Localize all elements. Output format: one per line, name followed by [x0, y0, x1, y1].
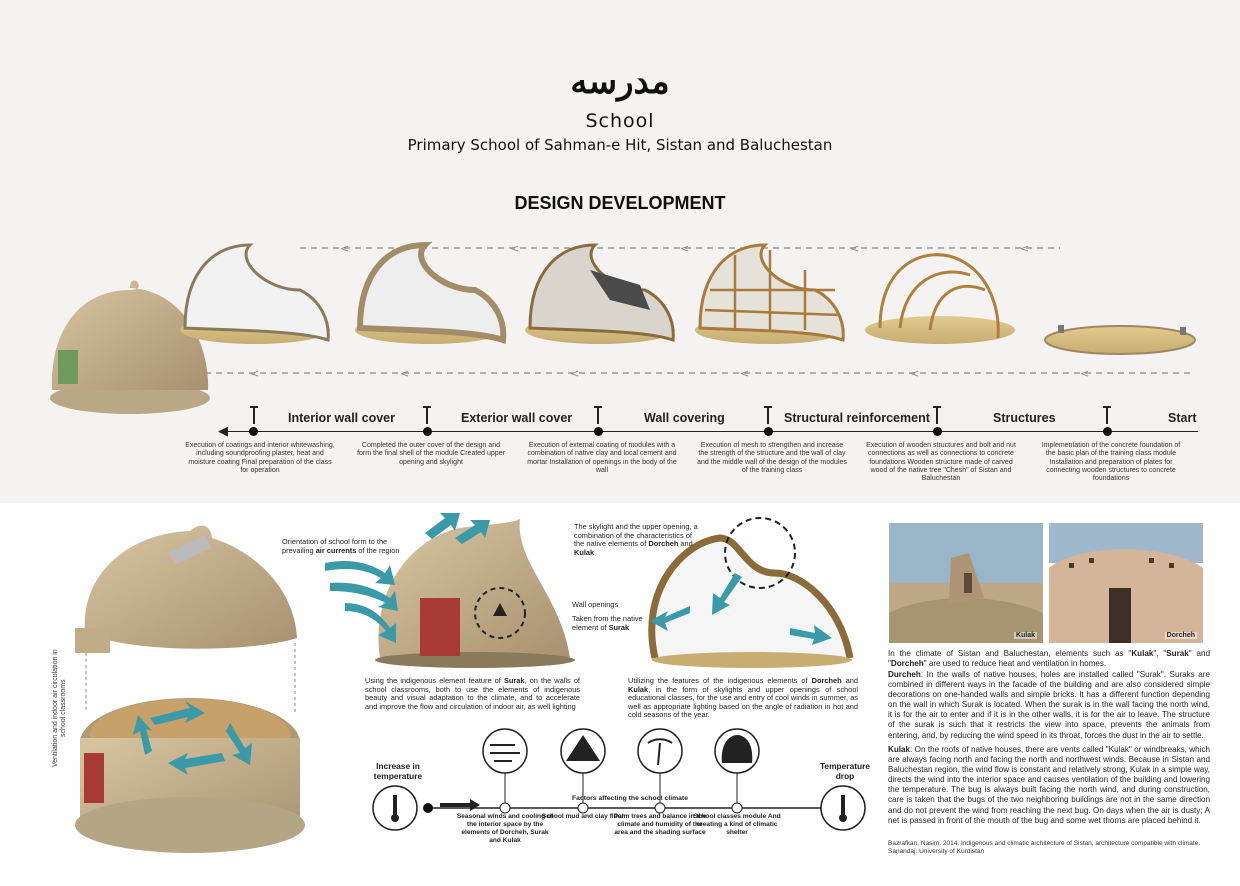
- flow-arrow-icon: <: [510, 242, 520, 255]
- timeline-dot: [249, 427, 258, 436]
- skylight-note: The skylight and the upper opening, a combination of the characteristics of the native elements of Dorcheh and Kulak: [574, 522, 698, 557]
- timeline-dot: [1103, 427, 1112, 436]
- timeline-dot: [423, 427, 432, 436]
- stage-desc-structural-reinforcement: Execution of mesh to strengthen and increase the strength of the structure and the wall of clay and the middle wall of the design of the modules of the training class: [697, 442, 847, 474]
- flow-arrow-icon: <: [910, 367, 920, 380]
- timeline-axis: [228, 431, 1198, 432]
- exploded-dome: [75, 526, 305, 853]
- logo-arabic: مدرسه: [570, 62, 670, 102]
- flow-arrow-icon: <: [1080, 367, 1090, 380]
- flow-arrow-icon: <: [250, 367, 260, 380]
- section-title: DESIGN DEVELOPMENT: [514, 193, 726, 213]
- factor-school-module: School classes module And creating a kind of climatic shelter: [693, 813, 781, 836]
- arrow-left-icon: ◀: [218, 423, 228, 438]
- stage-desc-wall-covering: Execution of external coating of modules with a combination of native clay and local cement and mortar Installation of openings in the body of the wall: [527, 442, 677, 474]
- finished-dome: [50, 280, 210, 414]
- surak-source-note: Taken from the native element of Surak: [572, 614, 643, 632]
- citation: Bazrafkan, Nasim. 2014. Indigenous and climatic architecture of Sistan, architecture compatible with climate. Sanandaj: University of Kurdistan: [888, 840, 1201, 855]
- stage-structural-reinforcement: [695, 245, 845, 344]
- stage-exterior-cover: [355, 245, 505, 344]
- stage-desc-start: Implementation of the concrete foundation of the basic plan of the training class module Installation and preparation of plates for connecting wooden structures to concrete foundations: [1041, 442, 1181, 483]
- flow-arrow-icon: <: [400, 367, 410, 380]
- sidebar-intro: In the climate of Sistan and Baluchestan, elements such as "Kulak", "Surak" and "Dorcheh" are used to reduce heat and ventilation in homes.: [888, 649, 1210, 669]
- stage-label-exterior-wall-cover: Exterior wall cover: [461, 411, 573, 425]
- photo-kulak: [889, 523, 1043, 643]
- flow-arrow-icon: <: [340, 242, 350, 255]
- factor-palm-trees: Palm trees and balance in the climate and humidity of the area and the shading surface: [613, 813, 707, 836]
- timeline-tick: [936, 408, 938, 424]
- flow-arrow-icon: <: [1020, 242, 1030, 255]
- orientation-note: Orientation of school form to the prevailing air currents of the region: [282, 537, 400, 555]
- wall-openings-note: Wall openings: [572, 600, 619, 609]
- timeline-tick: [1106, 408, 1108, 424]
- sidebar-kulak: Kulak: On the roofs of native houses, there are vents called "Kulak" or windbreaks, which are always facing north and facing the north and northwest winds. Because in Sistan and Baluchestan region, the wind flow is constant and relatively strong, Kulak in a simple way, directs the wind into the interior space and causes ventilation of the building and lowering the temperature. The bug is always built facing the north wind, and during construction, care is taken that the bugs of the two neighboring buildings are not in the same direction and do not prevent the wind from reaching the next bug. On days when the air is dusty; A net is passed in front of the mouth of the bug and some wet thorns are placed behind it.: [888, 745, 1210, 825]
- stage-start-foundation: [1045, 325, 1195, 354]
- design-stages-illustration: [0, 230, 1240, 420]
- timeline-tick: [253, 408, 255, 424]
- stage-structures: [865, 255, 1015, 344]
- dorcheh-paragraph: Utilizing the features of the indigenous elements of Dorcheh and Kulak, in the form of skylights and upper openings of school educational classes, for the use and entry of cool winds in summer, as well as appropriate lighting based on the angle of radiation in hot and cold seasons of the year.: [628, 676, 858, 720]
- kulak-photo-image: [889, 523, 1043, 643]
- temperature-drop-label: Temperature drop: [819, 761, 871, 781]
- flow-arrow-icon: <: [680, 242, 690, 255]
- sidebar-dorcheh: Durcheh: In the walls of native houses, holes are installed called "Surak". Suraks are combined in different ways in the facade of the building and are also considered simple decorations on one-handed walls and simple bricks. It has a different function depending on the wall in which Surak is located. When the surak is in the wall facing the north wind, it is for the air to enter and if it is in the other walls, it is for the air to leave. The structure of the surak is such that it restricts the view into space, prevents the animals from entering, and, by reducing the wind speed in its throat, forces the dust in the air to settle.: [888, 670, 1210, 740]
- flow-arrow-icon: <: [570, 367, 580, 380]
- stage-desc-exterior-wall-cover: Completed the outer cover of the design and form the final shell of the module Created upper opening and skylight: [357, 442, 505, 466]
- flow-arrow-icon: <: [740, 367, 750, 380]
- photo-dorcheh: [1049, 523, 1203, 643]
- timeline-dot: [764, 427, 773, 436]
- timeline-dot: [933, 427, 942, 436]
- photo-caption-dorcheh: Dorcheh: [1166, 632, 1195, 639]
- stage-label-structures: Structures: [993, 411, 1056, 425]
- stage-label-start: Start: [1168, 411, 1197, 425]
- surak-module: [375, 518, 575, 668]
- logo-latin: School: [585, 110, 655, 132]
- timeline-tick: [597, 408, 599, 424]
- stage-label-interior-wall-cover: Interior wall cover: [288, 411, 395, 425]
- timeline-tick: [767, 408, 769, 424]
- dorcheh-photo-image: [1049, 523, 1203, 643]
- stage-label-structural-reinforcement: Structural reinforcement: [784, 411, 930, 425]
- stage-label-wall-covering: Wall covering: [644, 411, 725, 425]
- surak-paragraph: Using the indigenous element feature of Surak, on the walls of school classrooms, both to use the elements of indigenous beauty and visual adaptation to the climate, and to accelerate and improve the flow and circulation of indoor air, as well lighting: [365, 676, 580, 711]
- timeline-dot: [594, 427, 603, 436]
- stage-wall-covering: [525, 245, 675, 344]
- factor-seasonal-winds: Seasonal winds and cooling of the interior space by the elements of Dorcheh, Surak and Kulak: [456, 813, 554, 844]
- page-subtitle: Primary School of Sahman-e Hit, Sistan and Baluchestan: [407, 136, 833, 154]
- wind-icon: [483, 729, 527, 773]
- stage-desc-structures: Execution of wooden structures and bolt and nut connections as well as connections to concrete foundations Wooden structure made of carved wood of the native tree "Chesh" of Sistan and Baluchestan: [866, 442, 1016, 483]
- factors-title: Factors affecting the school climate: [572, 795, 688, 802]
- increase-temperature-label: Increase in temperature: [373, 761, 423, 781]
- flow-arrow-icon: <: [850, 242, 860, 255]
- stage-desc-interior-wall-cover: Execution of coatings and interior whitewashing, including soundproofing plaster, heat and moisture coating Final preparation of the class for operation: [185, 442, 335, 474]
- timeline-tick: [426, 408, 428, 424]
- stage-interior-cover: [180, 245, 330, 344]
- ventilation-label: Ventilation and indoor air circulation in school classrooms: [51, 649, 67, 768]
- factor-mud-floor: School mud and clay floor: [541, 813, 625, 820]
- photo-caption-kulak: Kulak: [1015, 632, 1035, 639]
